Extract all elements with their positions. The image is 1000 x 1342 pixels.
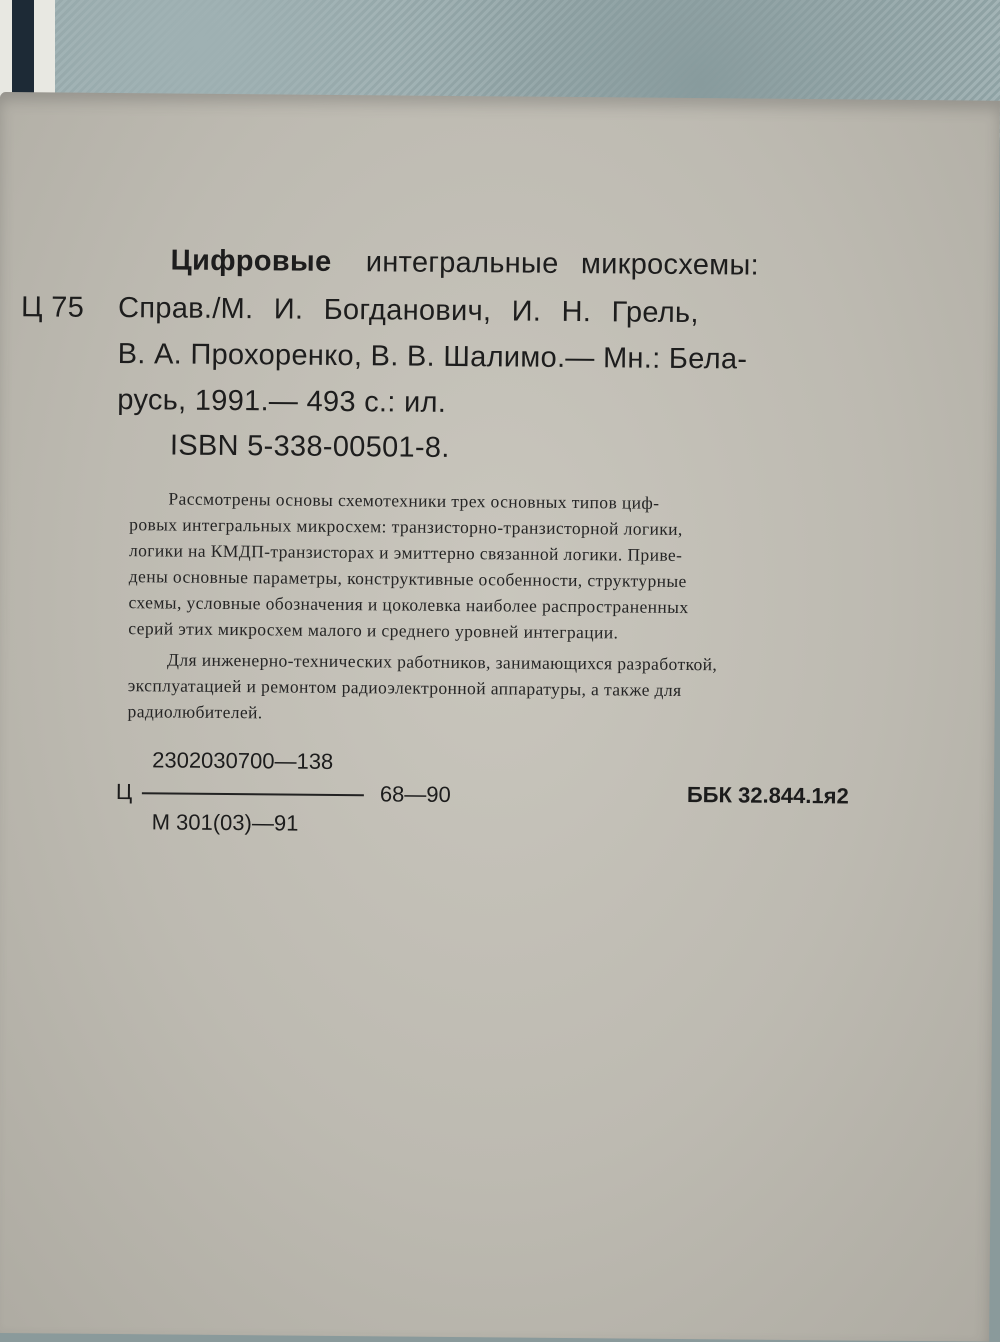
- abstract-line-1: Рассмотрены основы схемотехники трех основных типов циф-: [168, 488, 660, 513]
- audience-line-1: Для инженерно-технических работников, занимающихся разработкой,: [166, 649, 718, 675]
- catalog-publisher-line: русь, 1991.— 493 с.: ил.: [117, 384, 447, 419]
- catalog-authors-line: Справ./М. И. Богданович, И. Н. Грель,: [117, 292, 699, 330]
- catalog-authors-line-2: В. А. Прохоренко, В. В. Шалимо.— Мн.: Бела-: [117, 338, 748, 376]
- book-page: [0, 92, 1000, 1342]
- classification-denominator: М 301(03)—91: [151, 809, 299, 836]
- abstract-line-3: логики на КМДП-транзисторах и эмиттерно связанной логики. Приве-: [128, 540, 683, 565]
- abstract-line-4: дены основные параметры, конструктивные особенности, структурные: [128, 566, 687, 592]
- catalog-index: Ц 75: [20, 291, 85, 324]
- classification-fraction-line: [142, 792, 364, 796]
- abstract-line-5: схемы, условные обозначения и цоколевка наиболее распространенных: [128, 592, 689, 618]
- catalog-isbn: ISBN 5-338-00501-8.: [169, 429, 450, 464]
- audience-line-2: эксплуатацией и ремонтом радиоэлектронной аппаратуры, а также для: [127, 675, 682, 700]
- catalog-title-line: [170, 244, 759, 282]
- abstract-line-6: серий этих микросхем малого и среднего уровней интеграции.: [128, 618, 619, 643]
- classification-number: 68—90: [379, 781, 451, 807]
- audience-line-3: радиолюбителей.: [127, 701, 263, 723]
- catalog-title-bold: Цифровые: [170, 244, 332, 278]
- catalog-title-rest: интегральные микросхемы:: [365, 246, 760, 282]
- classification-bbk: ББК 32.844.1я2: [686, 782, 849, 809]
- classification-letter: Ц: [115, 779, 133, 805]
- classification-numerator: 2302030700—138: [152, 747, 334, 774]
- abstract-line-2: ровых интегральных микросхем: транзисторно-транзисторной логики,: [129, 514, 683, 539]
